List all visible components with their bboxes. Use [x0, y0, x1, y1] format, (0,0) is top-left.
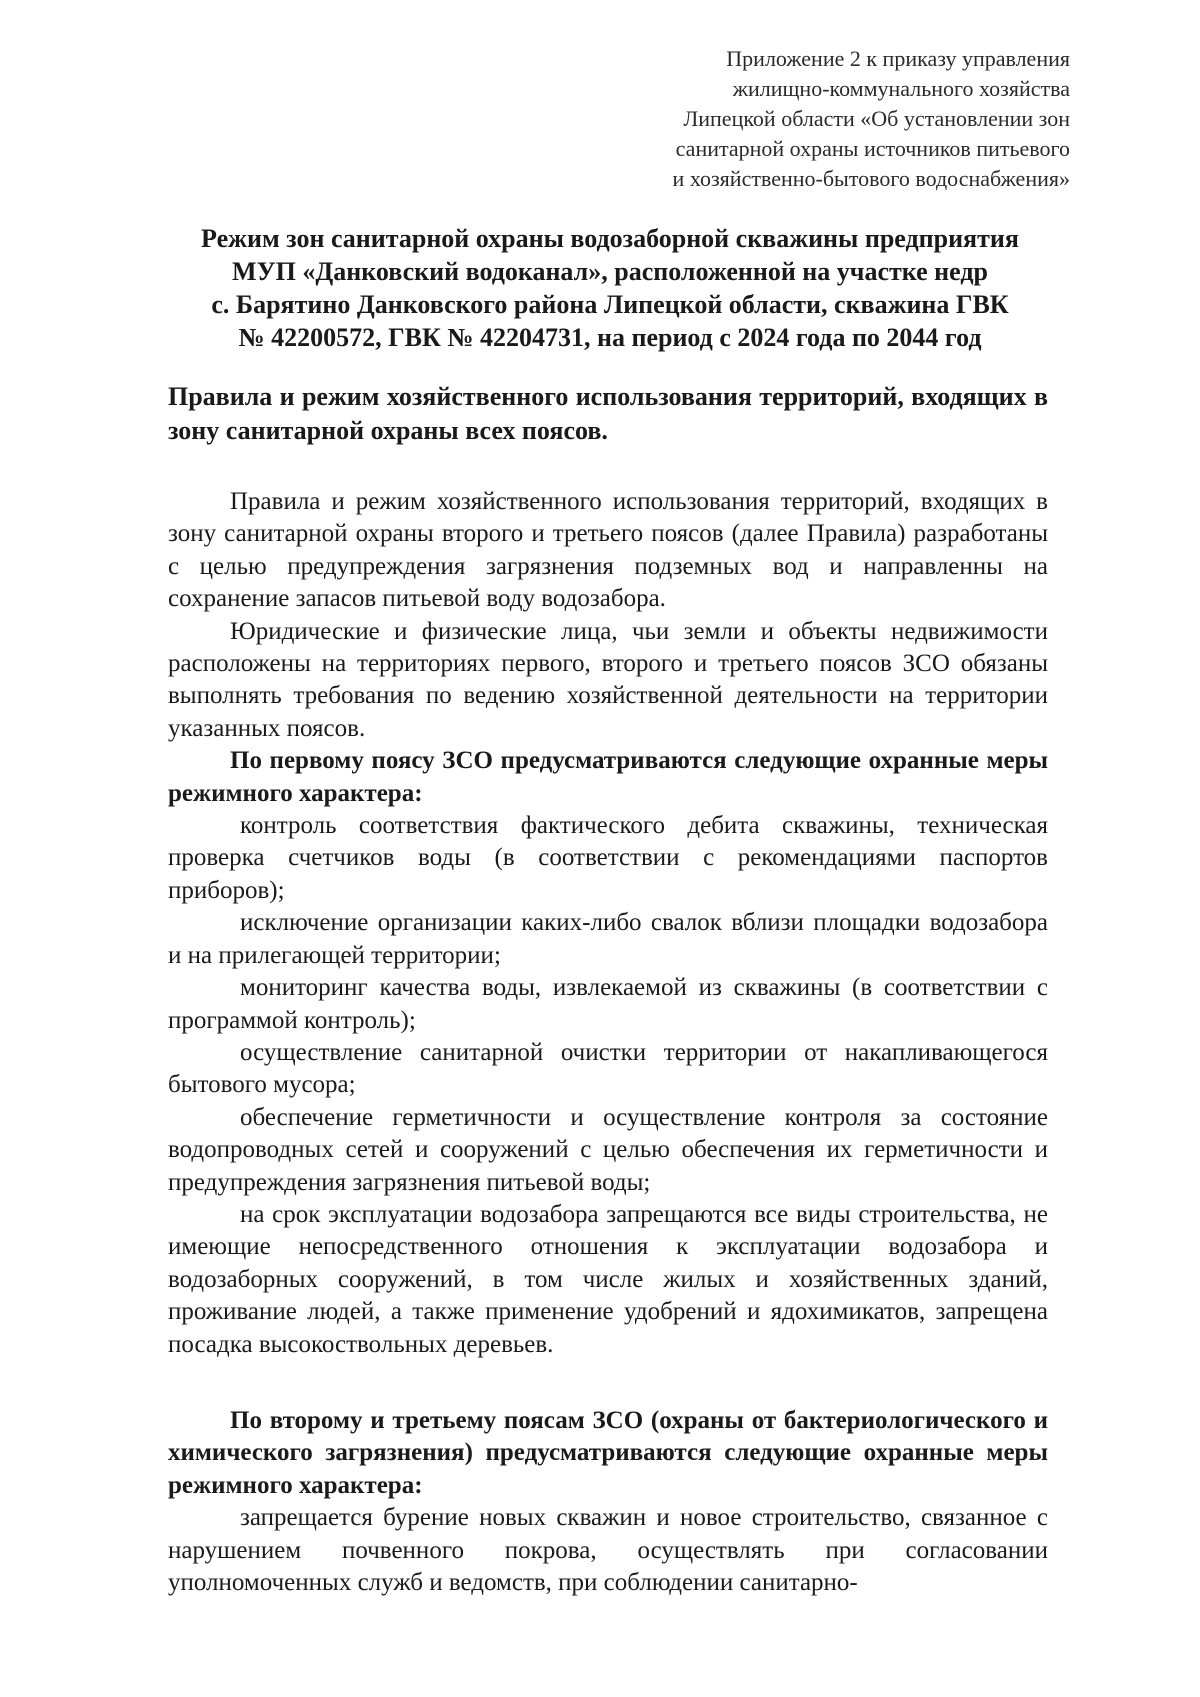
list-item: на срок эксплуатации водозабора запрещаются все виды строительства, не имеющие непосредственного отношения к эксплуатации водозабора и водозаборных сооружений, в том числе жилых и хозяйственных зданий, проживание людей, а также применение удобрений и ядохимикатов, запрещена посадка высокоствольных деревьев.: [168, 1200, 1048, 1358]
header-line: Липецкой области «Об установлении зон: [683, 106, 1070, 131]
second-third-belt-heading: По второму и третьему поясам ЗСО (охраны от бактериологического и химического загрязнения) предусматриваются следующие охранные меры режимного характера:: [168, 1406, 1048, 1499]
title-line: с. Барятино Данковского района Липецкой области, скважина ГВК: [211, 290, 1009, 319]
header-line: и хозяйственно-бытового водоснабжения»: [672, 166, 1070, 191]
paragraph: Правила и режим хозяйственного использования территорий, входящих в зону санитарной охраны второго и третьего поясов (далее Правила) разработаны с целью предупреждения загрязнения подземных вод и направленны на сохранение запасов питьевой воду водозабора.: [168, 488, 1048, 613]
list-item: контроль соответствия фактического дебита скважины, техническая проверка счетчиков воды (в соответствии с рекомендациями паспортов приборов);: [168, 812, 1048, 904]
list-item: мониторинг качества воды, извлекаемой из скважины (в соответствии с программой контроль);: [168, 974, 1048, 1034]
list-item: обеспечение герметичности и осуществление контроля за состояние водопроводных сетей и сооружений с целью обеспечения их герметичности и предупреждения загрязнения питьевой воды;: [168, 1103, 1048, 1196]
title-line: № 42200572, ГВК № 42204731, на период с 2024 года по 2044 год: [238, 323, 982, 352]
document-body: [168, 486, 1048, 1599]
title-line: Режим зон санитарной охраны водозаборной скважины предприятия: [201, 224, 1019, 253]
paragraph: Юридические и физические лица, чьи земли и объекты недвижимости расположены на территориях первого, второго и третьего поясов ЗСО обязаны выполнять требования по ведению хозяйственной деятельности на территории указанных поясов.: [168, 617, 1048, 742]
appendix-header: [550, 44, 1070, 194]
section-title: Правила и режим хозяйственного использования территорий, входящих в зону санитарной охраны всех поясов.: [168, 382, 1048, 445]
document-title: [150, 222, 1070, 354]
list-item: осуществление санитарной очистки территории от накапливающегося бытового мусора;: [168, 1038, 1048, 1099]
title-line: МУП «Данковский водоканал», расположенной на участке недр: [232, 257, 988, 286]
header-line: жилищно-коммунального хозяйства: [732, 76, 1070, 101]
list-item: запрещается бурение новых скважин и новое строительство, связанное с нарушением почвенного покрова, осуществлять при согласовании уполномоченных служб и ведомств, при соблюдении санитарно-: [168, 1504, 1048, 1596]
first-belt-heading: По первому поясу ЗСО предусматриваются следующие охранные меры режимного характера:: [168, 747, 1048, 807]
header-line: Приложение 2 к приказу управления: [726, 46, 1070, 71]
list-item: исключение организации каких-либо свалок вблизи площадки водозабора и на прилегающей территории;: [168, 909, 1048, 969]
header-line: санитарной охраны источников питьевого: [675, 136, 1070, 161]
